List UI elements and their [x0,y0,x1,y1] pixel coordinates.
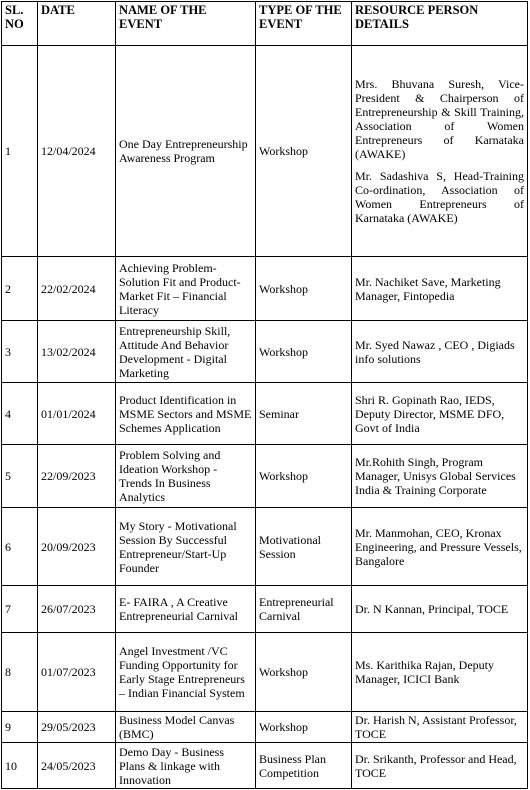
sl-no-cell: 6 [2,508,38,586]
sl-no-cell: 9 [2,712,38,743]
event-name-cell: Problem Solving and Ideation Workshop - Trends In Business Analytics [116,445,256,508]
resource-person-2: Mr. Sadashiva S, Head-Training Co-ordination, Association of Women Entrepreneurs of Karnataka (AWAKE) [355,169,524,225]
resource-person-cell: Shri R. Gopinath Rao, IEDS, Deputy Director, MSME DFO, Govt of India [352,383,528,445]
event-type-cell: Business Plan Competition [256,743,352,789]
header-resource-person: RESOURCE PERSON DETAILS [352,2,528,46]
event-type-cell: Workshop [256,257,352,321]
resource-person-cell [352,46,528,257]
date-cell: 01/07/2023 [38,633,116,712]
table-row [2,445,528,508]
sl-no-cell: 1 [2,46,38,257]
table-row [2,383,528,445]
date-cell: 20/09/2023 [38,508,116,586]
resource-person-cell: Ms. Karithika Rajan, Deputy Manager, ICICI Bank [352,633,528,712]
date-cell: 24/05/2023 [38,743,116,789]
event-name-cell: One Day Entrepreneurship Awareness Program [116,46,256,257]
header-sl-no: SL. NO [2,2,38,46]
resource-person-cell: Dr. N Kannan, Principal, TOCE [352,586,528,633]
date-cell: 13/02/2024 [38,321,116,383]
sl-no-cell: 5 [2,445,38,508]
events-table [1,1,528,789]
header-event-name: NAME OF THE EVENT [116,2,256,46]
event-type-cell: Workshop [256,46,352,257]
date-cell: 01/01/2024 [38,383,116,445]
sl-no-cell: 10 [2,743,38,789]
resource-person-cell: Mr. Nachiket Save, Marketing Manager, Fintopedia [352,257,528,321]
table-row [2,586,528,633]
event-name-cell: Business Model Canvas (BMC) [116,712,256,743]
event-type-cell: Workshop [256,633,352,712]
event-name-cell: E- FAIRA , A Creative Entrepreneurial Carnival [116,586,256,633]
header-date: DATE [38,2,116,46]
table-row [2,321,528,383]
date-cell: 22/09/2023 [38,445,116,508]
event-name-cell: Angel Investment /VC Funding Opportunity for Early Stage Entrepreneurs – Indian Financial System [116,633,256,712]
table-row [2,508,528,586]
header-row [2,2,528,46]
event-name-cell: Demo Day - Business Plans & linkage with Innovation [116,743,256,789]
resource-person-cell: Mr.Rohith Singh, Program Manager, Unisys Global Services India & Training Corporate [352,445,528,508]
table-row [2,712,528,743]
event-type-cell: Workshop [256,712,352,743]
table-row [2,46,528,257]
event-name-cell: Product Identification in MSME Sectors and MSME Schemes Application [116,383,256,445]
sl-no-cell: 2 [2,257,38,321]
event-type-cell: Workshop [256,445,352,508]
table-row [2,743,528,789]
resource-person-cell: Mr. Manmohan, CEO, Kronax Engineering, and Pressure Vessels, Bangalore [352,508,528,586]
event-type-cell: Seminar [256,383,352,445]
date-cell: 22/02/2024 [38,257,116,321]
sl-no-cell: 7 [2,586,38,633]
resource-person-cell: Mr. Syed Nawaz , CEO , Digiads info solutions [352,321,528,383]
sl-no-cell: 4 [2,383,38,445]
date-cell: 12/04/2024 [38,46,116,257]
event-type-cell: Workshop [256,321,352,383]
event-name-cell: My Story - Motivational Session By Successful Entrepreneur/Start-Up Founder [116,508,256,586]
event-type-cell: Entrepreneurial Carnival [256,586,352,633]
sl-no-cell: 3 [2,321,38,383]
event-name-cell: Entrepreneurship Skill, Attitude And Behavior Development - Digital Marketing [116,321,256,383]
table-row [2,257,528,321]
resource-person-cell: Dr. Harish N, Assistant Professor, TOCE [352,712,528,743]
resource-person-cell: Dr. Srikanth, Professor and Head, TOCE [352,743,528,789]
table-row [2,633,528,712]
date-cell: 29/05/2023 [38,712,116,743]
sl-no-cell: 8 [2,633,38,712]
resource-person-1: Mrs. Bhuvana Suresh, Vice-President & Chairperson of Entrepreneurship & Skill Training, Association of Women Entrepreneurs of Karnataka (AWAKE) [355,77,524,161]
header-event-type: TYPE OF THE EVENT [256,2,352,46]
date-cell: 26/07/2023 [38,586,116,633]
event-type-cell: Motivational Session [256,508,352,586]
event-name-cell: Achieving Problem-Solution Fit and Product-Market Fit – Financial Literacy [116,257,256,321]
